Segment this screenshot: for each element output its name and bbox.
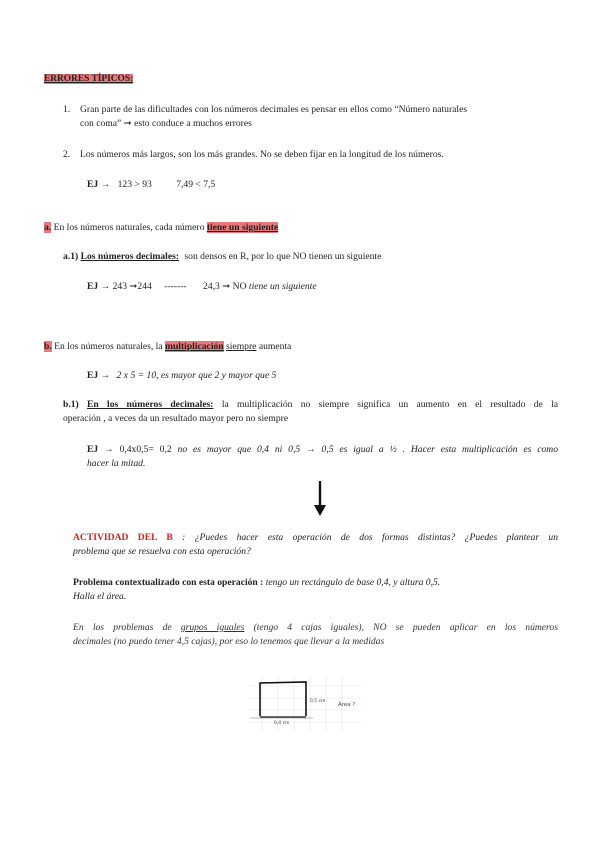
example-1 [87,178,215,192]
section-a1 [63,250,381,264]
example-b1-label: EJ [87,444,99,455]
problem-line1: tengo un rectángulo de base 0,4, y altura 0,5. [265,577,441,588]
example-a-dash: ------- [164,281,187,292]
list-item-1-line1: Gran parte de las dificultades con los números decimales es pensar en ellos como “Número naturales [80,104,468,115]
note-a: En los problemas de [73,622,172,633]
example-a-val: 24,3 ➞ [203,281,231,292]
sketch-area-label: Área ? [338,702,356,708]
section-b-marker: b. [44,341,52,352]
note-underlined: grupos iguales [180,622,245,633]
problem-label: Problema contextualizado con esta operación : [73,577,264,588]
arrow-down-icon [313,481,327,517]
note-b: (tengo 4 cajas iguales), NO se pueden aplicar en los números [253,622,558,633]
section-b1-label: b.1) [63,399,79,410]
section-b-text-end: aumenta [258,341,292,352]
list-item-1-line2: con coma” ➞ esto conduce a muchos errores [80,117,252,129]
example-a [87,280,317,294]
section-b1 [63,398,558,426]
section-b1-line1: la multiplicación no siempre significa un aumento en el resultado de la [221,399,559,410]
example-b1-line1-b: no es mayor que 0,4 ni 0,5 → 0,5 es igual a ½ . Hacer esta multiplicación es como [177,444,559,455]
section-a1-label: a.1) [63,251,79,262]
section-b1-line2: operación , a veces da un resultado mayor pero no siempre [63,412,289,424]
section-b-highlight: multiplicación [164,341,224,352]
section-a [44,221,278,235]
example-a-label: EJ [87,281,99,292]
sketch-side-label: 0,5 cm [310,699,326,704]
section-a-marker: a. [44,222,52,233]
section-b-underlined: siempre [226,341,257,352]
activity-note [73,621,558,649]
activity-title: ACTIVIDAD DEL B [73,532,173,543]
example-1-a: 123 > 93 [117,179,152,190]
example-b-text: 2 x 5 = 10, es mayor que 2 y mayor que 5 [116,370,277,381]
example-a-rest-italic: tiene un siguiente [248,281,317,292]
list-item-2: Los números más largos, son los más grandes. No se deben fijar en la longitud de los números. [80,149,444,160]
section-a1-title: Los números decimales: [80,251,180,262]
activity-q-line1: : ¿Puedes hacer esta operación de dos formas distintas? ¿Puedes plantear un [182,532,559,543]
section-a-highlight: tiene un siguiente [206,222,279,233]
section-a1-text: son densos en R, por lo que NO tienen un siguiente [184,251,382,262]
section-b-text: En los números naturales, la [54,341,163,352]
example-1-label: EJ → [87,179,111,190]
heading-text: ERRORES TÍPICOS: [44,74,134,84]
section-a-text: En los números naturales, cada número [53,222,205,233]
example-b1-line2: hacer la mitad. [87,457,146,469]
example-b1 [87,443,558,471]
note-line2: decimales (no puedo tener 4,5 cajas), por eso lo tenemos que llevar a la medidas [73,635,385,647]
section-b [44,340,291,354]
rectangle-sketch [248,676,363,731]
page-title [44,72,133,87]
example-b [87,369,276,383]
example-a-rest: NO [232,281,247,292]
example-b-label: EJ → [87,370,111,381]
list-number-1: 1. [63,104,71,115]
list-item-1 [80,103,560,131]
activity-problem [73,576,558,604]
list-number-2: 2. [63,149,71,160]
example-1-b: 7,49 < 7,5 [176,179,216,190]
example-b1-line1-a: → 0,4x0,5= 0,2 [104,444,172,455]
example-a-seq: → 243 ➞244 [100,281,152,292]
activity-q-line2: problema que se resuelva con esta operación? [73,545,251,557]
activity-question [73,531,558,559]
sketch-base-label: 0,4 cm [274,721,290,726]
section-b1-title: En los números decimales: [87,399,214,410]
problem-line2: Halla el área. [73,590,127,602]
